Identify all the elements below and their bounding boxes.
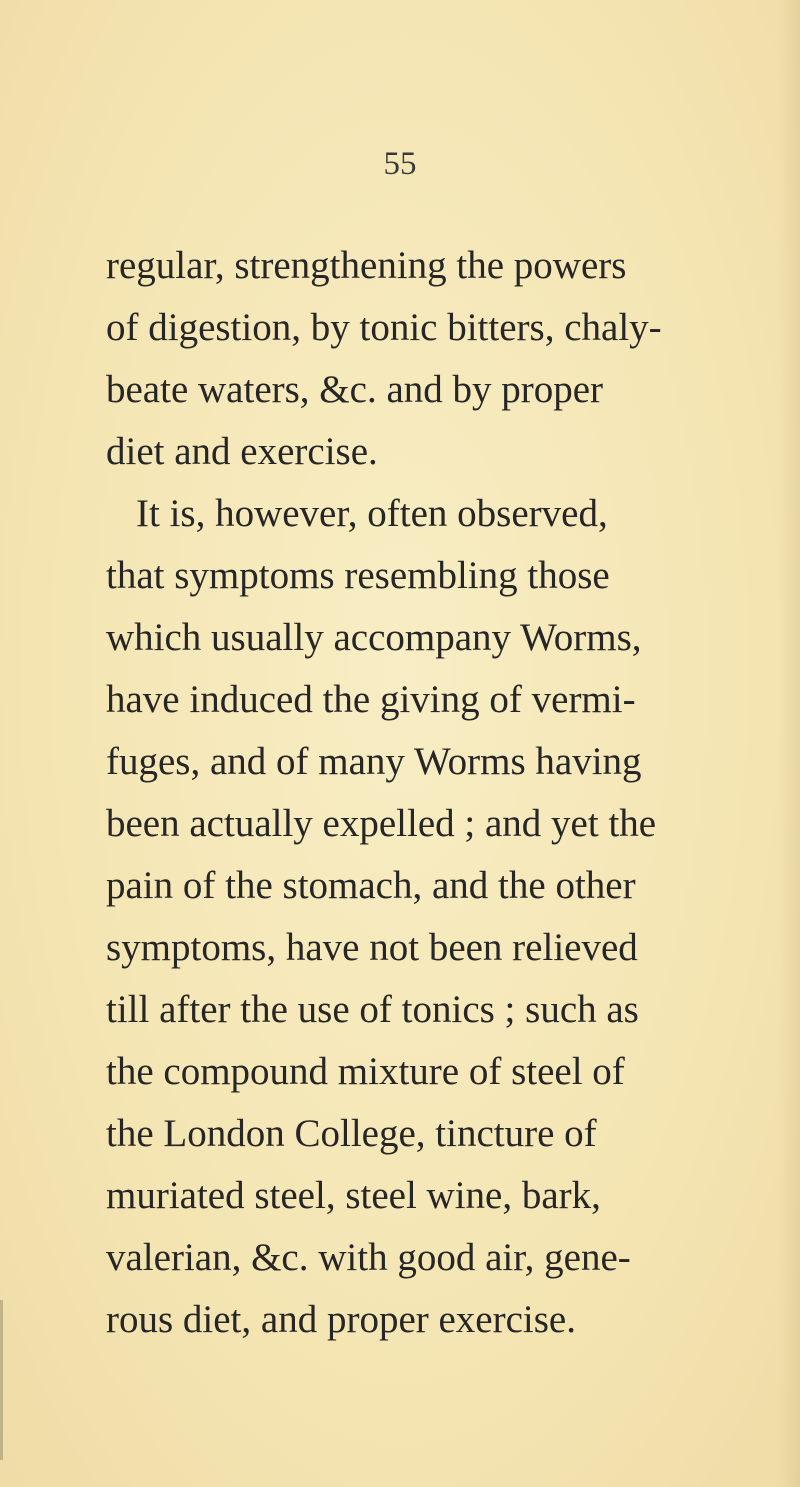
text-line: the London College, tincture of: [106, 1112, 597, 1155]
text-line: It is, however, often observed,: [136, 492, 608, 535]
text-line: fuges, and of many Worms having: [106, 740, 642, 783]
text-line: valerian, &c. with good air, gene-: [106, 1236, 631, 1279]
text-line: pain of the stomach, and the other: [106, 864, 636, 907]
text-line: been actually expelled ; and yet the: [106, 802, 657, 845]
page-number: 55: [383, 146, 417, 182]
text-line: have induced the giving of vermi-: [106, 678, 636, 721]
text-line: regular, strengthening the powers: [106, 244, 627, 287]
text-line: beate waters, &c. and by proper: [106, 368, 604, 411]
text-line: that symptoms resembling those: [106, 554, 610, 597]
text-line: which usually accompany Worms,: [106, 616, 642, 659]
text-line: of digestion, by tonic bitters, chaly-: [106, 306, 662, 349]
text-line: till after the use of tonics ; such as: [106, 988, 639, 1031]
text-line: muriated steel, steel wine, bark,: [106, 1174, 601, 1217]
text-line: symptoms, have not been relieved: [106, 926, 638, 969]
text-line: rous diet, and proper exercise.: [106, 1298, 576, 1341]
text-line: the compound mixture of steel of: [106, 1050, 625, 1093]
text-line: diet and exercise.: [106, 430, 378, 473]
